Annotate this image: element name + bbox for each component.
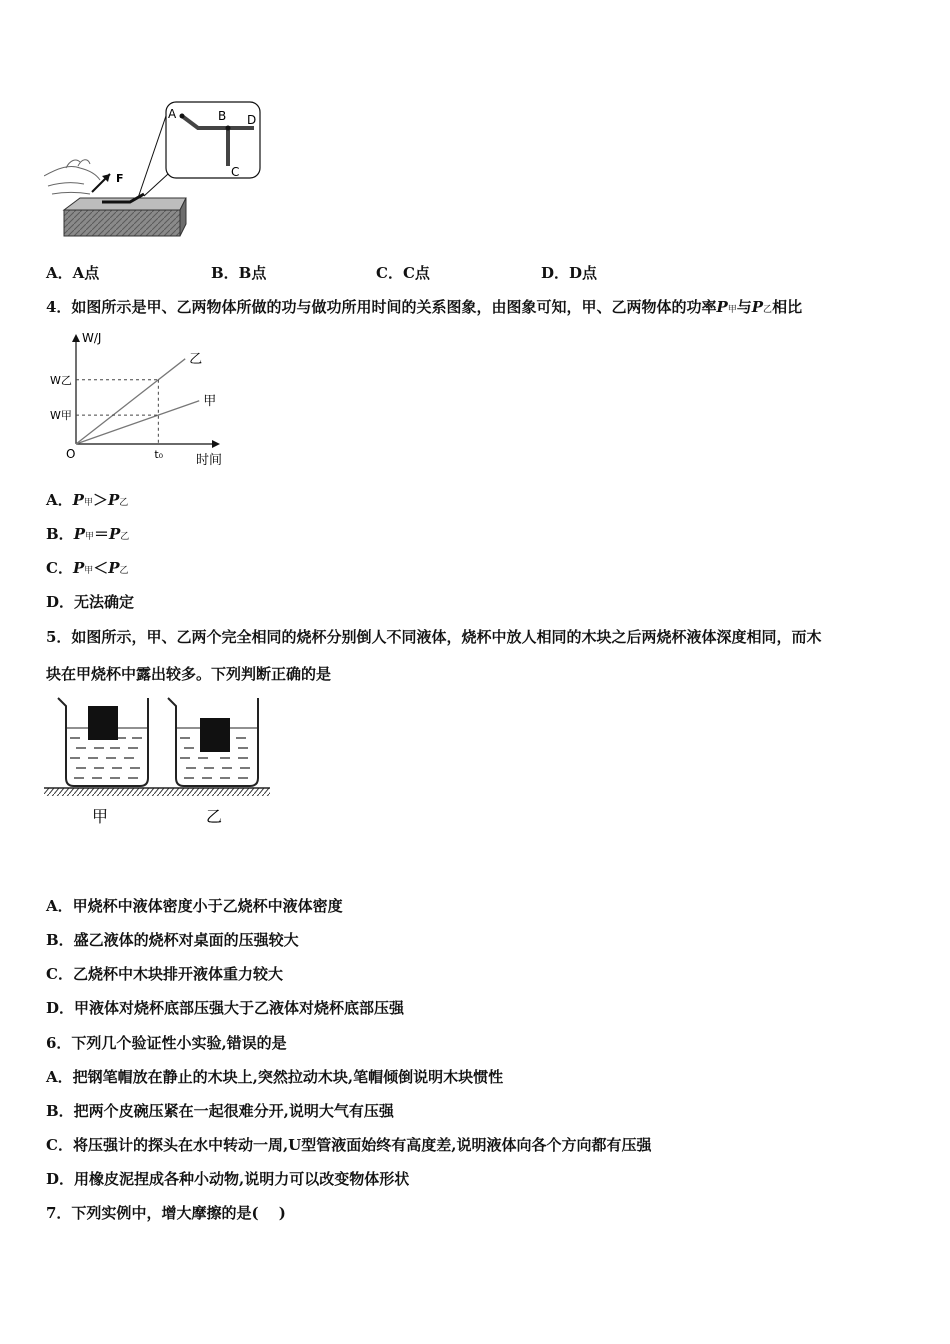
label-c: C: [231, 165, 240, 179]
wood-block-right: [200, 718, 230, 752]
label-d: D: [247, 113, 257, 127]
y-tick-label: W乙: [50, 373, 72, 387]
zoom-line: [144, 174, 168, 196]
power-symbol: P: [107, 491, 120, 509]
x-axis-label: 时间: [196, 453, 223, 468]
series-line-yi: [76, 359, 185, 444]
comparison-sign: ＜: [93, 559, 109, 577]
wood-block-front: [64, 210, 180, 236]
q4-option-b[interactable]: [46, 523, 129, 544]
option-prefix: B．: [46, 525, 74, 543]
wood-block-top: [64, 198, 186, 210]
q3-option-a[interactable]: A．A点: [46, 264, 100, 282]
q4-stem: [46, 296, 802, 317]
power-symbol: P: [72, 491, 84, 509]
lever-figure: [44, 98, 266, 240]
power-symbol: P: [73, 525, 85, 543]
subscript-yi: 乙: [763, 305, 773, 315]
label-a: A: [168, 107, 177, 121]
origin-label: O: [66, 447, 76, 461]
q4-option-d[interactable]: D．无法确定: [46, 593, 135, 611]
subscript-jia: 甲: [727, 305, 737, 315]
power-symbol: P: [72, 559, 85, 577]
subscript-jia: 甲: [84, 566, 94, 576]
subscript-yi: 乙: [120, 532, 130, 542]
series-line-jia: [76, 401, 199, 444]
q6-option-b[interactable]: B．把两个皮碗压紧在一起很难分开,说明大气有压强: [46, 1102, 394, 1120]
table-surface: [44, 788, 270, 796]
power-symbol: P: [109, 525, 121, 543]
comparison-sign: ＝: [93, 525, 109, 543]
power-symbol: P: [751, 298, 764, 316]
q3-option-b[interactable]: B．B点: [211, 264, 267, 282]
q5-option-c[interactable]: C．乙烧杯中木块排开液体重力较大: [46, 965, 283, 983]
q4-option-c[interactable]: [46, 557, 129, 578]
option-prefix: C．: [46, 559, 73, 577]
beaker-left-label: 甲: [92, 807, 109, 826]
q7-stem: 7．下列实例中，增大摩擦的是( ): [46, 1204, 286, 1222]
zoom-box: [166, 102, 260, 178]
x-axis-arrow-icon: [212, 440, 220, 448]
work-time-chart: [46, 328, 246, 472]
q3-option-d[interactable]: D．D点: [541, 264, 598, 282]
subscript-yi: 乙: [119, 566, 129, 576]
q6-option-d[interactable]: D．用橡皮泥捏成各种小动物,说明力可以改变物体形状: [46, 1170, 410, 1188]
point-b: [226, 126, 231, 131]
point-a: [180, 114, 185, 119]
q3-option-c[interactable]: C．C点: [376, 264, 430, 282]
comparison-sign: ＞: [92, 491, 108, 509]
beakers-figure: [44, 692, 274, 832]
q4-stem-text: 4．如图所示是甲、乙两物体所做的功与做功所用时间的关系图象，由图象可知，甲、乙两物体的功率: [46, 298, 717, 316]
wood-block-left: [88, 706, 118, 740]
q5-option-a[interactable]: A．甲烧杯中液体密度小于乙烧杯中液体密度: [46, 897, 343, 915]
q4-tail: 相比: [772, 298, 803, 316]
y-axis-label: W/J: [82, 331, 102, 345]
q5-option-b[interactable]: B．盛乙液体的烧杯对桌面的压强较大: [46, 931, 299, 949]
series-label: 甲: [203, 393, 217, 409]
y-axis-arrow-icon: [72, 334, 80, 342]
q6-stem: 6．下列几个验证性小实验,错误的是: [46, 1034, 287, 1052]
q6-option-c[interactable]: C．将压强计的探头在水中转动一周,U型管液面始终有高度差,说明液体向各个方向都有压强: [46, 1136, 652, 1154]
force-label: F: [116, 172, 124, 185]
option-prefix: A．: [46, 491, 73, 509]
power-symbol: P: [108, 559, 120, 577]
x-tick-label: t₀: [154, 448, 164, 461]
label-b: B: [218, 109, 227, 123]
series-label: 乙: [189, 351, 203, 367]
subscript-yi: 乙: [119, 498, 129, 508]
q4-and: 与: [736, 298, 752, 316]
q4-option-a[interactable]: [46, 489, 128, 510]
zoom-line: [138, 110, 168, 198]
q5-stem-line1: 5．如图所示，甲、乙两个完全相同的烧杯分别倒人不同液体，烧杯中放人相同的木块之后两烧杯液体深度相同，而木: [46, 628, 822, 646]
q5-stem-line2: 块在甲烧杯中露出较多。下列判断正确的是: [46, 665, 332, 683]
q5-option-d[interactable]: D．甲液体对烧杯底部压强大于乙液体对烧杯底部压强: [46, 999, 405, 1017]
power-symbol: P: [716, 298, 728, 316]
y-tick-label: W甲: [50, 409, 72, 423]
hand-sketch: [44, 160, 100, 194]
subscript-jia: 甲: [84, 532, 94, 542]
beaker-right: [168, 698, 258, 786]
beaker-left: [58, 698, 148, 786]
q6-option-a[interactable]: A．把钢笔帽放在静止的木块上,突然拉动木块,笔帽倾倒说明木块惯性: [46, 1068, 504, 1086]
subscript-jia: 甲: [83, 498, 93, 508]
beaker-right-label: 乙: [206, 807, 223, 826]
